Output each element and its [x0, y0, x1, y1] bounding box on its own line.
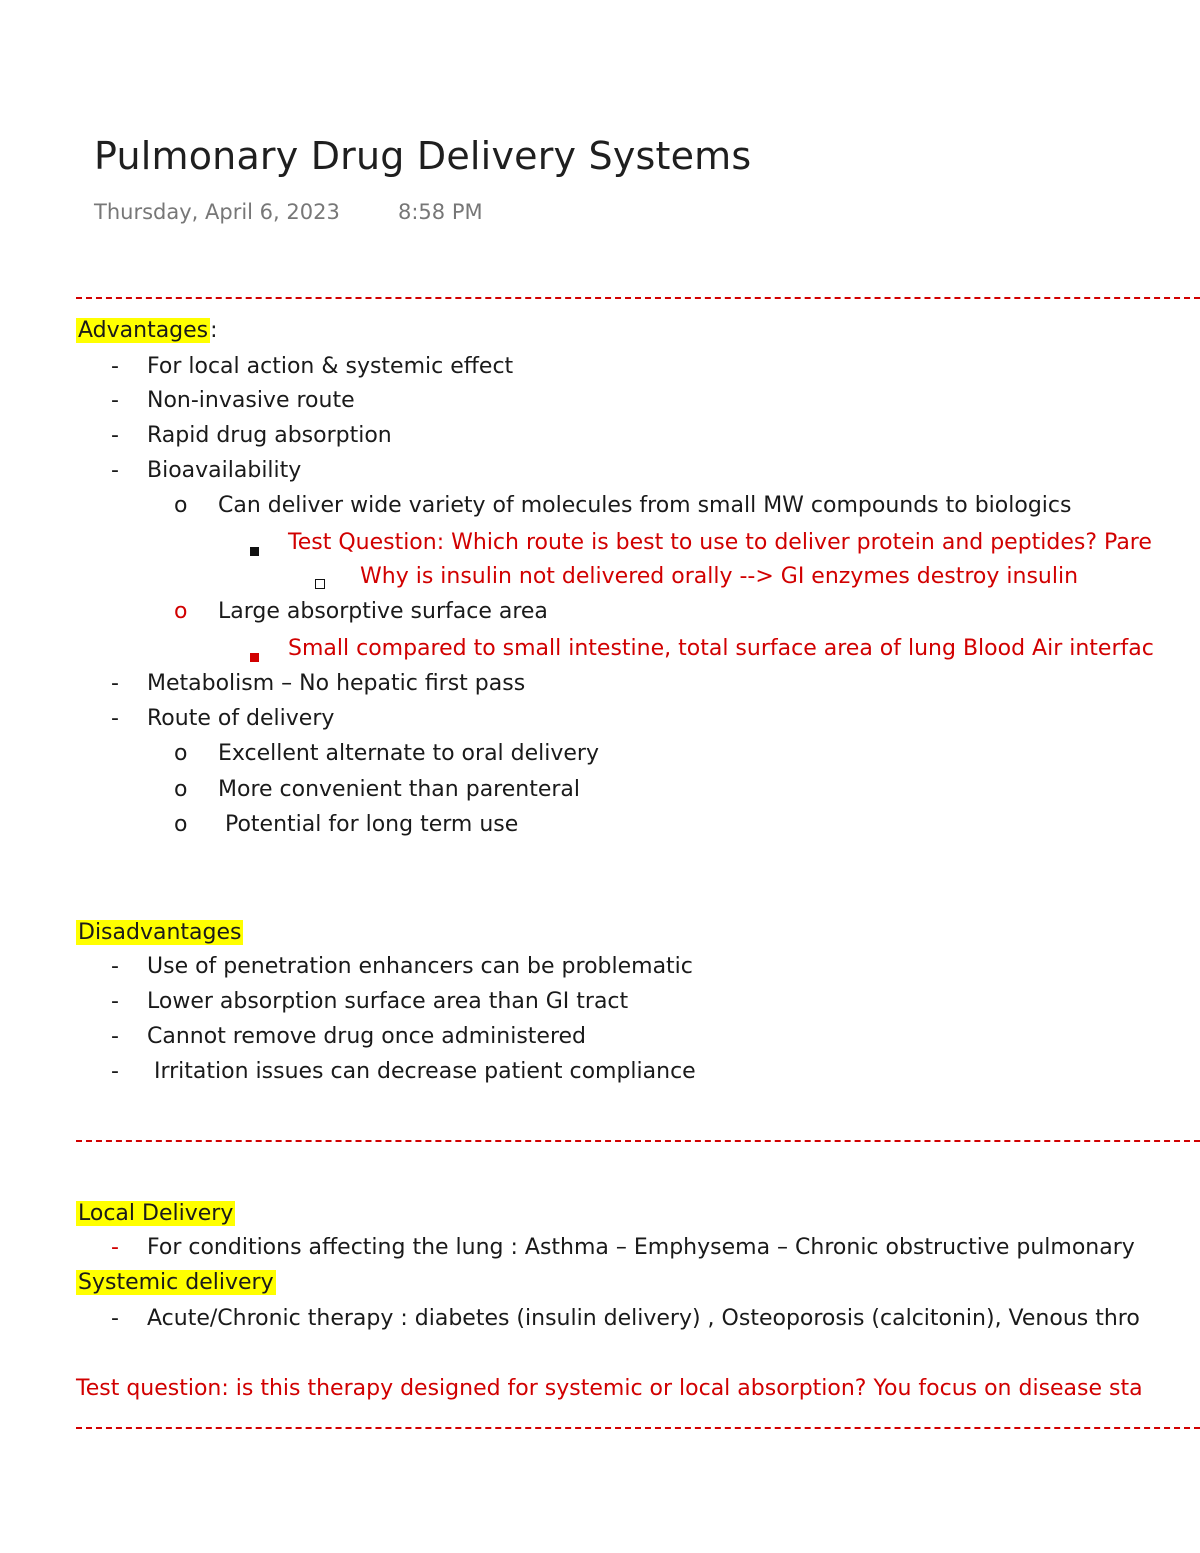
dash-marker: -	[111, 458, 119, 483]
local-delivery-label: Local Delivery	[78, 1201, 234, 1226]
disadvantage-item: Cannot remove drug once administered	[147, 1024, 587, 1049]
square-bullet-icon	[250, 647, 259, 666]
dash-marker: -	[111, 671, 119, 696]
surface-area-note: Small compared to small intestine, total surface area of lung Blood Air interfac	[288, 636, 1154, 661]
dash-marker: -	[111, 1306, 119, 1331]
dash-marker: -	[111, 989, 119, 1014]
advantage-item: For local action & systemic effect	[147, 354, 514, 379]
advantage-item: Rapid drug absorption	[147, 423, 392, 448]
systemic-delivery-heading	[76, 1270, 276, 1295]
dash-marker: -	[111, 1024, 119, 1049]
square-bullet-icon	[250, 541, 259, 560]
advantages-heading	[76, 318, 218, 343]
circle-marker: o	[174, 741, 188, 766]
disadvantage-item: Use of penetration enhancers can be problematic	[147, 954, 693, 979]
test-question-1-sub: Why is insulin not delivered orally --> GI enzymes destroy insulin	[360, 564, 1079, 589]
page-date: Thursday, April 6, 2023	[94, 200, 340, 224]
bioavailability-sub-2: Large absorptive surface area	[218, 599, 548, 624]
route-sub-item: Potential for long term use	[218, 812, 519, 837]
circle-marker: o	[174, 599, 188, 624]
test-question-1: Test Question: Which route is best to use to deliver protein and peptides? Pare	[288, 530, 1152, 555]
route-sub-item: More convenient than parenteral	[218, 777, 581, 802]
dash-marker: -	[111, 954, 119, 979]
route-sub-item: Excellent alternate to oral delivery	[218, 741, 599, 766]
circle-marker: o	[174, 777, 188, 802]
circle-marker: o	[174, 493, 188, 518]
dash-marker: -	[111, 388, 119, 413]
dash-marker: -	[111, 423, 119, 448]
systemic-delivery-label: Systemic delivery	[78, 1270, 274, 1295]
local-delivery-item: For conditions affecting the lung : Asthma – Emphysema – Chronic obstructive pulmonary	[147, 1235, 1135, 1260]
advantage-item: Bioavailability	[147, 458, 302, 483]
dash-marker: -	[111, 1235, 119, 1260]
page-title: Pulmonary Drug Delivery Systems	[94, 134, 752, 178]
advantages-heading-label: Advantages	[78, 318, 209, 343]
bioavailability-sub-1: Can deliver wide variety of molecules from small MW compounds to biologics	[218, 493, 1072, 518]
local-delivery-heading	[76, 1201, 235, 1226]
dash-marker: -	[111, 706, 119, 731]
dashed-divider	[76, 1140, 1200, 1142]
advantage-item: Non-invasive route	[147, 388, 355, 413]
hollow-square-bullet-icon	[315, 574, 325, 593]
disadvantages-heading-label: Disadvantages	[78, 920, 242, 945]
advantages-colon: :	[210, 318, 218, 343]
systemic-delivery-item: Acute/Chronic therapy : diabetes (insulin delivery) , Osteoporosis (calcitonin), Venous thro	[147, 1306, 1140, 1331]
advantage-item: Metabolism – No hepatic first pass	[147, 671, 526, 696]
disadvantage-item: Irritation issues can decrease patient compliance	[147, 1059, 696, 1084]
advantage-item: Route of delivery	[147, 706, 335, 731]
disadvantage-item: Lower absorption surface area than GI tract	[147, 989, 629, 1014]
page-time: 8:58 PM	[398, 200, 483, 224]
dash-marker: -	[111, 1059, 119, 1084]
dash-marker: -	[111, 354, 119, 379]
test-question-2: Test question: is this therapy designed for systemic or local absorption? You focus on disease sta	[76, 1376, 1143, 1401]
dashed-divider	[76, 297, 1200, 299]
disadvantages-heading	[76, 920, 243, 945]
circle-marker: o	[174, 812, 188, 837]
dashed-divider	[76, 1427, 1200, 1429]
